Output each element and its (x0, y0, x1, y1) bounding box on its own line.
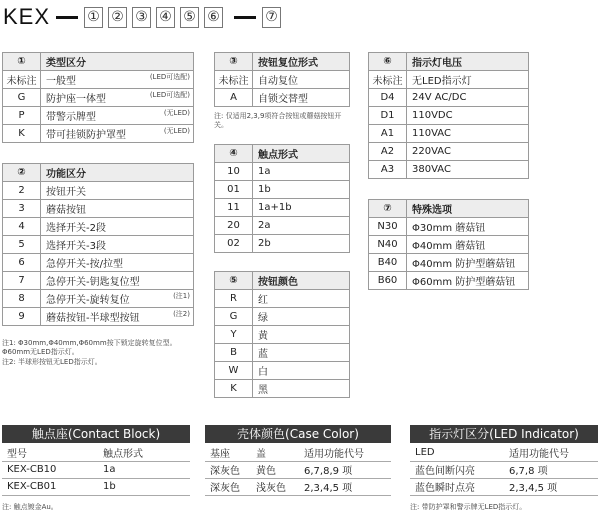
table-cell (41, 107, 194, 125)
table-row (3, 218, 194, 236)
table-cell: 1a (98, 461, 190, 478)
table-cell: 功能区分 (41, 164, 194, 182)
table-row (369, 218, 529, 236)
table-cell: 未标注 (3, 71, 41, 89)
table-cell (41, 254, 194, 272)
row-text: 带可挂锁防护罩型 (46, 130, 126, 141)
table-cell: KEX-CB01 (2, 478, 98, 495)
table-row (215, 181, 350, 199)
indicator-voltage-table (368, 52, 529, 179)
row-note: (LED可选配) (149, 73, 190, 81)
table-cell: B40 (369, 254, 407, 272)
table-cell: 自动复位 (253, 71, 350, 89)
table-row (215, 290, 350, 308)
table-cell: 6,7,8,9 项 (299, 461, 391, 478)
dash-separator (234, 16, 256, 19)
table-row (369, 71, 529, 89)
table-row (215, 362, 350, 380)
table-row (215, 217, 350, 235)
table-row (410, 478, 598, 495)
table-cell: ① (3, 53, 41, 71)
table-cell: 黄色 (251, 461, 299, 478)
part-box-2: ② (108, 7, 127, 28)
table-header (215, 53, 350, 71)
table-cell: K (215, 380, 253, 398)
table-header (3, 53, 194, 71)
table-cell: 2,3,4,5 项 (299, 478, 391, 495)
table-cell: A3 (369, 161, 407, 179)
led-indicator-title: 指示灯区分(LED Indicator) (410, 425, 598, 443)
row-note: (无LED) (163, 109, 190, 117)
table-cell (41, 308, 194, 326)
table-row (3, 308, 194, 326)
table-cell (41, 272, 194, 290)
table-row (3, 200, 194, 218)
table-cell: A (215, 89, 253, 107)
row-text: 防护座一体型 (46, 94, 106, 105)
table-cell: 白 (253, 362, 350, 380)
table-row (3, 71, 194, 89)
table-cell: 类型区分 (41, 53, 194, 71)
row-text: 一般型 (46, 76, 76, 87)
table-cell: 型号 (2, 444, 98, 461)
table-cell: N40 (369, 236, 407, 254)
reset-type-footnote: 注: 仅适用2,3,9项符合按钮或蘑菇按钮开关。 (214, 112, 342, 129)
table-row (3, 290, 194, 308)
table-cell: R (215, 290, 253, 308)
table-cell: 24V AC/DC (407, 89, 529, 107)
table-cell: 6 (3, 254, 41, 272)
table-row (369, 89, 529, 107)
table-cell (41, 200, 194, 218)
table-cell: Φ40mm 防护型蘑菇钮 (407, 254, 529, 272)
table-row (369, 161, 529, 179)
special-option-table (368, 199, 529, 290)
table-cell: 2,3,4,5 项 (504, 478, 598, 495)
dash-separator (56, 16, 78, 19)
table-cell: Φ60mm 防护型蘑菇钮 (407, 272, 529, 290)
row-note: (无LED) (163, 127, 190, 135)
table-cell: 基座 (205, 444, 251, 461)
table-cell: B (215, 344, 253, 362)
table-row (205, 478, 391, 495)
table-row (215, 235, 350, 253)
table-cell: 未标注 (369, 71, 407, 89)
table-cell: Φ30mm 蘑菇钮 (407, 218, 529, 236)
table-row (369, 236, 529, 254)
table-cell: 1b (98, 478, 190, 495)
table-cell: 110VDC (407, 107, 529, 125)
table-row (215, 71, 350, 89)
table-cell: 未标注 (215, 71, 253, 89)
table-cell: D4 (369, 89, 407, 107)
table-cell: 按钮复位形式 (253, 53, 350, 71)
row-text: 急停开关-钥匙复位型 (46, 277, 140, 288)
table-row (3, 182, 194, 200)
table-row (215, 308, 350, 326)
button-color-table (214, 271, 350, 398)
part-box-5: ⑤ (180, 7, 199, 28)
table-cell (41, 218, 194, 236)
table-cell: ④ (215, 145, 253, 163)
table-cell: 8 (3, 290, 41, 308)
table-row (369, 254, 529, 272)
row-text: 选择开关-3段 (46, 241, 106, 252)
part-box-4: ④ (156, 7, 175, 28)
table-cell: K (3, 125, 41, 143)
table-header (3, 164, 194, 182)
table-cell: 浅灰色 (251, 478, 299, 495)
table-cell: Y (215, 326, 253, 344)
function-footnote-1: 注1: Φ30mm,Φ40mm,Φ60mm按下锁定旋转复位型。Φ60mm无LED指示灯。 (2, 339, 177, 356)
row-text: 带警示牌型 (46, 112, 96, 123)
table-cell (41, 182, 194, 200)
row-text: 按钮开关 (46, 187, 86, 198)
table-row (3, 125, 194, 143)
led-indicator-footnote: 注: 带防护罩和警示牌无LED指示灯。 (410, 503, 527, 511)
row-text: 急停开关-旋转复位 (46, 295, 130, 306)
table-row (410, 461, 598, 478)
table-row (369, 125, 529, 143)
table-cell: ⑦ (369, 200, 407, 218)
table-cell: 自锁交替型 (253, 89, 350, 107)
table-cell: 11 (215, 199, 253, 217)
table-cell: 特殊选项 (407, 200, 529, 218)
part-box-6: ⑥ (204, 7, 223, 28)
table-cell: LED (410, 444, 504, 461)
table-row (369, 143, 529, 161)
reset-type-table (214, 52, 350, 107)
table-row (2, 461, 190, 478)
table-cell (41, 71, 194, 89)
model-code-title (0, 0, 286, 34)
table-row (3, 107, 194, 125)
table-cell: 2 (3, 182, 41, 200)
table-cell: B60 (369, 272, 407, 290)
table-cell: A1 (369, 125, 407, 143)
function-footnote-2: 注2: 半球形按钮无LED指示灯。 (2, 358, 102, 366)
table-cell: A2 (369, 143, 407, 161)
table-row (3, 236, 194, 254)
table-row (215, 89, 350, 107)
table-cell: 2a (253, 217, 350, 235)
table-cell: 110VAC (407, 125, 529, 143)
table-cell: 触点形式 (253, 145, 350, 163)
table-cell: 蓝色瞬时点亮 (410, 478, 504, 495)
row-text: 蘑菇按钮 (46, 205, 86, 216)
table-header (369, 53, 529, 71)
table-cell: ⑥ (369, 53, 407, 71)
contact-form-table (214, 144, 350, 253)
row-text: 选择开关-2段 (46, 223, 106, 234)
table-cell: ⑤ (215, 272, 253, 290)
table-row (2, 478, 190, 495)
table-cell: 深灰色 (205, 461, 251, 478)
table-cell: 20 (215, 217, 253, 235)
table-cell: 02 (215, 235, 253, 253)
table-header (2, 444, 190, 461)
table-cell (41, 290, 194, 308)
part-box-7: ⑦ (262, 7, 281, 28)
table-cell: D1 (369, 107, 407, 125)
table-row (3, 89, 194, 107)
function-table (2, 163, 194, 326)
table-cell: 盖 (251, 444, 299, 461)
contact-block-table (2, 444, 190, 496)
row-note: (注1) (173, 292, 190, 300)
table-cell (41, 89, 194, 107)
table-cell: 380VAC (407, 161, 529, 179)
table-cell: 无LED指示灯 (407, 71, 529, 89)
table-row (3, 254, 194, 272)
table-cell: 触点形式 (98, 444, 190, 461)
table-cell: G (215, 308, 253, 326)
table-cell: 红 (253, 290, 350, 308)
table-row (369, 107, 529, 125)
table-row (369, 272, 529, 290)
table-cell: 1b (253, 181, 350, 199)
table-cell: ② (3, 164, 41, 182)
table-cell: 10 (215, 163, 253, 181)
row-text: 蘑菇按钮-半球型按钮 (46, 313, 140, 324)
table-cell: 1a (253, 163, 350, 181)
table-cell: 3 (3, 200, 41, 218)
table-header (410, 444, 598, 461)
type-table (2, 52, 194, 143)
table-cell: 按钮颜色 (253, 272, 350, 290)
table-cell: 01 (215, 181, 253, 199)
table-cell: KEX-CB10 (2, 461, 98, 478)
table-header (205, 444, 391, 461)
table-cell: Φ40mm 蘑菇钮 (407, 236, 529, 254)
table-row (215, 344, 350, 362)
table-cell (41, 236, 194, 254)
table-cell: 蓝色间断闪亮 (410, 461, 504, 478)
table-cell: ③ (215, 53, 253, 71)
led-indicator-table (410, 444, 598, 496)
table-cell: 深灰色 (205, 478, 251, 495)
table-cell: N30 (369, 218, 407, 236)
row-text: 急停开关-按/拉型 (46, 259, 123, 270)
table-cell: 绿 (253, 308, 350, 326)
table-cell: 适用功能代号 (504, 444, 598, 461)
table-cell: 2b (253, 235, 350, 253)
table-cell: 指示灯电压 (407, 53, 529, 71)
row-note: (注2) (173, 310, 190, 318)
table-cell (41, 125, 194, 143)
table-cell: 6,7,8 项 (504, 461, 598, 478)
table-row (205, 461, 391, 478)
table-header (215, 272, 350, 290)
table-cell: 4 (3, 218, 41, 236)
table-cell: 5 (3, 236, 41, 254)
table-cell: 220VAC (407, 143, 529, 161)
table-cell: 7 (3, 272, 41, 290)
table-row (215, 326, 350, 344)
table-cell: 9 (3, 308, 41, 326)
table-cell: P (3, 107, 41, 125)
table-row (215, 163, 350, 181)
table-cell: 蓝 (253, 344, 350, 362)
contact-block-title: 触点座(Contact Block) (2, 425, 190, 443)
part-box-3: ③ (132, 7, 151, 28)
table-cell: W (215, 362, 253, 380)
table-cell: 黄 (253, 326, 350, 344)
table-row (3, 272, 194, 290)
table-header (215, 145, 350, 163)
table-cell: 黑 (253, 380, 350, 398)
case-color-title: 壳体颜色(Case Color) (205, 425, 391, 443)
table-row (215, 199, 350, 217)
table-cell: 1a+1b (253, 199, 350, 217)
table-row (215, 380, 350, 398)
contact-block-footnote: 注: 触点镀金Au。 (2, 503, 58, 511)
table-header (369, 200, 529, 218)
table-cell: 适用功能代号 (299, 444, 391, 461)
case-color-table (205, 444, 391, 496)
table-cell: G (3, 89, 41, 107)
row-note: (LED可选配) (149, 91, 190, 99)
model-prefix: KEX (3, 4, 51, 29)
part-box-1: ① (84, 7, 103, 28)
